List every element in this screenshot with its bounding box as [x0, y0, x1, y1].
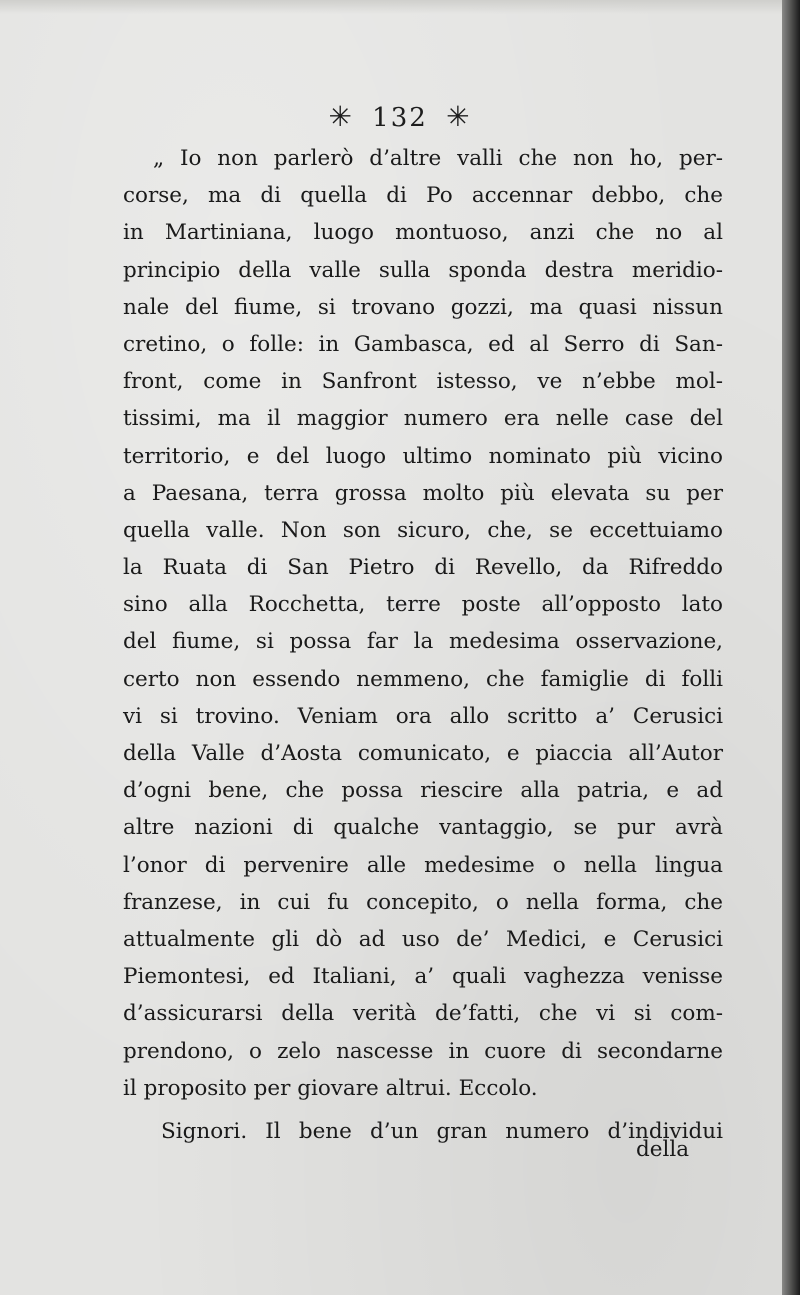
page-number: 132: [372, 103, 428, 133]
text-line: la Ruata di San Pietro di Revello, da Rifreddo: [123, 555, 723, 581]
asterisk-ornament-icon: ✳: [446, 100, 472, 133]
text-line: a Paesana, terra grossa molto più elevata su per: [123, 480, 723, 506]
text-line: front, come in Sanfront istesso, ve n’ebbe mol-: [123, 369, 723, 395]
text-line: Signori. Il bene d’un gran numero d’individui: [161, 1118, 723, 1144]
text-line: il proposito per giovare altrui. Eccolo.: [123, 1075, 538, 1101]
text-line: altre nazioni di qualche vantaggio, se pur avrà: [123, 815, 723, 841]
text-line: nale del fiume, si trovano gozzi, ma quasi nissun: [123, 294, 723, 320]
text-line: d’assicurarsi della verità de’fatti, che vi si com-: [123, 1001, 723, 1027]
text-line: quella valle. Non son sicuro, che, se eccettuiamo: [123, 517, 723, 543]
text-line: principio della valle sulla sponda destra meridio-: [123, 257, 723, 283]
text-line: della Valle d’Aosta comunicato, e piaccia all’Autor: [123, 741, 723, 766]
page-edge-shadow: [782, 0, 800, 1295]
text-line: del fiume, si possa far la medesima osservazione,: [123, 629, 723, 655]
text-line: cretino, o folle: in Gambasca, ed al Serro di San-: [123, 331, 723, 357]
text-line: „ Io non parlerò d’altre valli che non ho, per-: [153, 146, 723, 171]
asterisk-ornament-icon: ✳: [328, 100, 354, 133]
page-top-shading: [0, 0, 784, 14]
catchword: della: [636, 1137, 690, 1162]
text-line: vi si trovino. Veniam ora allo scritto a’ Cerusici: [123, 703, 723, 729]
text-line: attualmente gli dò ad uso de’ Medici, e Cerusici: [123, 926, 723, 952]
text-line: d’ogni bene, che possa riescire alla patria, e ad: [123, 778, 723, 804]
text-line: tissimi, ma il maggior numero era nelle case del: [123, 406, 723, 432]
text-line: in Martiniana, luogo montuoso, anzi che no al: [123, 220, 723, 246]
text-line: l’onor di pervenire alle medesime o nella lingua: [123, 852, 723, 878]
text-line: prendono, o zelo nascesse in cuore di secondarne: [123, 1038, 723, 1064]
text-line: territorio, e del luogo ultimo nominato più vicino: [123, 443, 723, 469]
text-line: sino alla Rocchetta, terre poste all’opposto lato: [123, 592, 723, 618]
text-line: certo non essendo nemmeno, che famiglie di folli: [123, 666, 723, 692]
page-header: [0, 100, 800, 133]
body-text: [123, 140, 723, 1150]
text-line: Piemontesi, ed Italiani, a’ quali vaghezza venisse: [123, 964, 723, 990]
text-line: corse, ma di quella di Po accennar debbo, che: [123, 183, 723, 209]
text-line: franzese, in cui fu concepito, o nella forma, che: [123, 889, 723, 915]
